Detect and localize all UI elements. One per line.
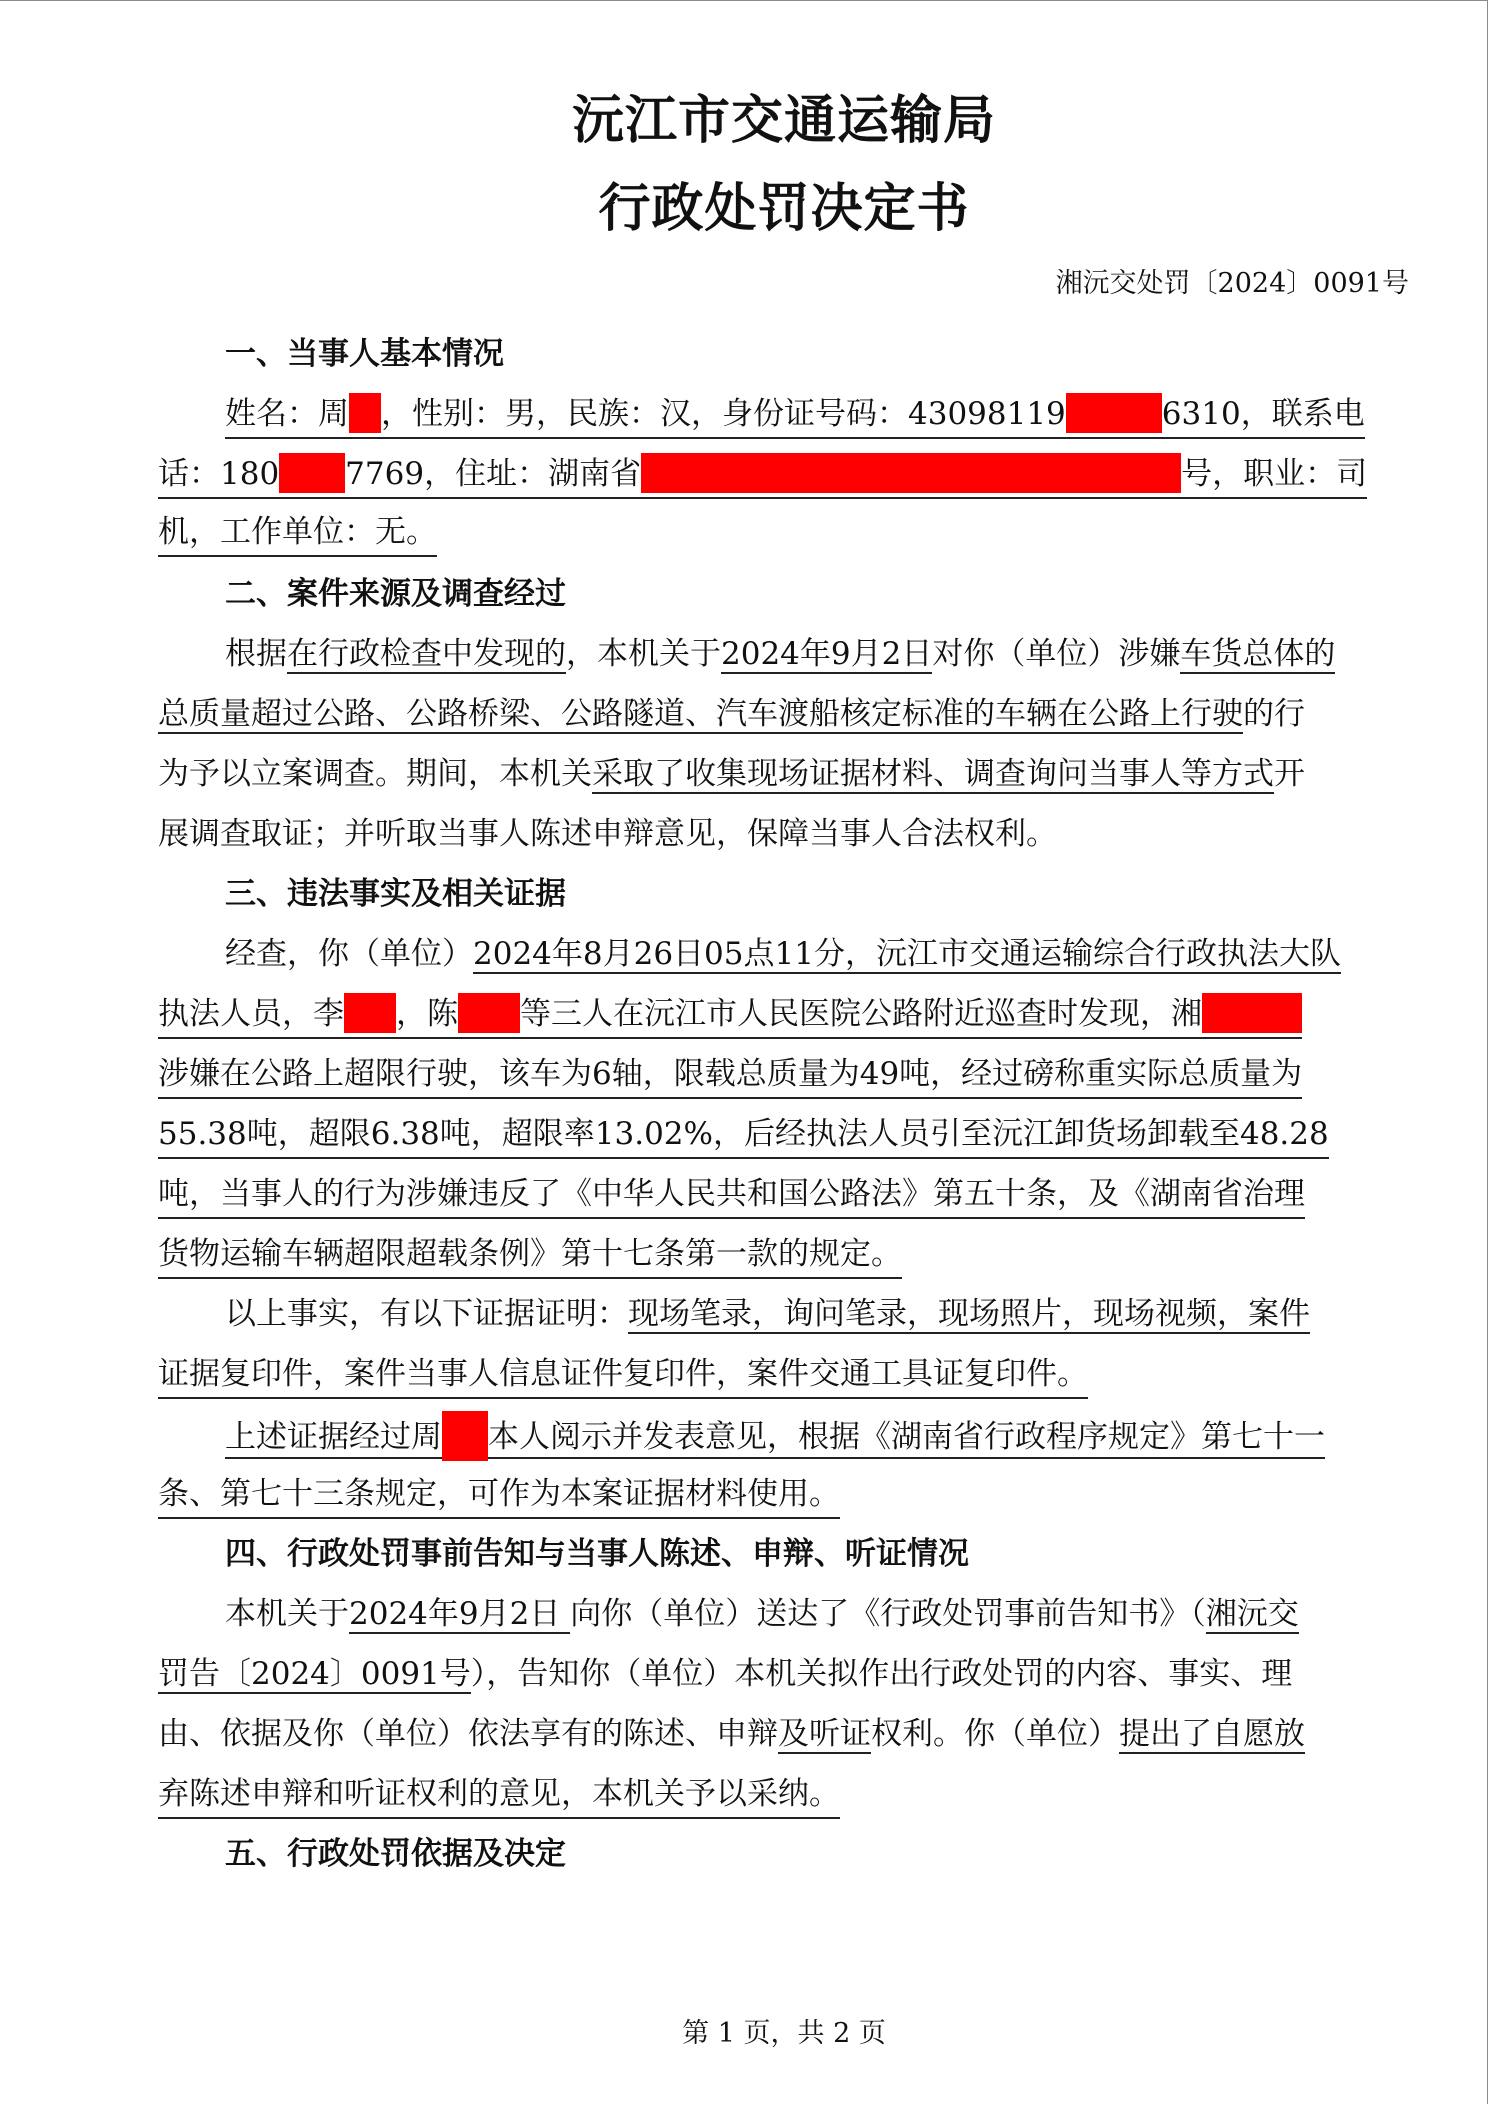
redaction	[1066, 393, 1162, 433]
redaction	[641, 453, 1181, 493]
case-source-line-4: 展调查取证；并听取当事人陈述申辩意见，保障当事人合法权利。	[158, 816, 1057, 852]
section-heading-case-source: 二、案件来源及调查经过	[225, 576, 566, 612]
evidence-review-line-2: 条、第七十三条规定，可作为本案证据材料使用。	[158, 1471, 840, 1519]
case-source-line-3: 为予以立案调查。期间，本机关采取了收集现场证据材料、调查询问当事人等方式开	[158, 756, 1305, 792]
evidence-line-1: 以上事实，有以下证据证明：现场笔录，询问笔录，现场照片，现场视频，案件	[225, 1296, 1310, 1332]
document-number: 湘沅交处罚〔2024〕0091号	[1055, 268, 1409, 299]
evidence-review-line-1: 上述证据经过周 本人阅示并发表意见，根据《湖南省行政程序规定》第七十一	[225, 1411, 1325, 1459]
prior-notice-line-1: 本机关于2024年9月2日 向你（单位）送达了《行政处罚事前告知书》（湘沅交	[225, 1596, 1299, 1632]
facts-line-3: 涉嫌在公路上超限行驶，该车为6轴，限载总质量为49吨，经过磅称重实际总质量为	[158, 1051, 1302, 1099]
party-info-line-1: 姓名：周 ，性别：男，民族：汉，身份证号码：43098119 6310，联系电	[225, 391, 1365, 439]
section-heading-facts: 三、违法事实及相关证据	[225, 876, 566, 912]
facts-line-2: 执法人员，李 ，陈 等三人在沅江市人民医院公路附近巡查时发现，湘	[158, 991, 1302, 1039]
document-title-type: 行政处罚决定书	[598, 179, 970, 239]
case-source-line-1: 根据在行政检查中发现的，本机关于2024年9月2日对你（单位）涉嫌车货总体的	[225, 636, 1336, 672]
facts-line-1: 经查，你（单位）2024年8月26日05点11分，沅江市交通运输综合行政执法大队	[225, 936, 1341, 972]
evidence-line-2: 证据复印件，案件当事人信息证件复印件，案件交通工具证复印件。	[158, 1351, 1088, 1399]
redaction	[1202, 993, 1302, 1033]
prior-notice-line-3: 由、依据及你（单位）依法享有的陈述、申辩及听证权利。你（单位）提出了自愿放	[158, 1716, 1305, 1752]
party-info-line-3: 机，工作单位：无。	[158, 509, 437, 557]
page-number: 第 1 页，共 2 页	[682, 2018, 886, 2049]
case-source-line-2: 总质量超过公路、公路桥梁、公路隧道、汽车渡船核定标准的车辆在公路上行驶的行	[158, 696, 1305, 732]
party-info-line-2: 话：180 7769，住址：湖南省 号，职业：司	[158, 451, 1367, 499]
redaction	[279, 453, 345, 493]
facts-line-4: 55.38吨，超限6.38吨，超限率13.02%，后经执法人员引至沅江卸货场卸载至48.28	[158, 1111, 1329, 1159]
facts-line-6: 货物运输车辆超限超载条例》第十七条第一款的规定。	[158, 1231, 902, 1279]
facts-line-5: 吨，当事人的行为涉嫌违反了《中华人民共和国公路法》第五十条，及《湖南省治理	[158, 1171, 1305, 1219]
redaction	[344, 993, 396, 1033]
prior-notice-line-4: 弃陈述申辩和听证权利的意见，本机关予以采纳。	[158, 1771, 840, 1819]
prior-notice-line-2: 罚告〔2024〕0091号），告知你（单位）本机关拟作出行政处罚的内容、事实、理	[158, 1656, 1293, 1692]
section-heading-party-info: 一、当事人基本情况	[225, 336, 504, 372]
section-heading-prior-notice: 四、行政处罚事前告知与当事人陈述、申辩、听证情况	[225, 1536, 969, 1572]
redaction	[458, 993, 520, 1033]
redaction	[349, 393, 381, 433]
redaction	[442, 1411, 488, 1461]
document-title-agency: 沅江市交通运输局	[571, 91, 996, 151]
section-heading-penalty-decision: 五、行政处罚依据及决定	[225, 1836, 566, 1872]
